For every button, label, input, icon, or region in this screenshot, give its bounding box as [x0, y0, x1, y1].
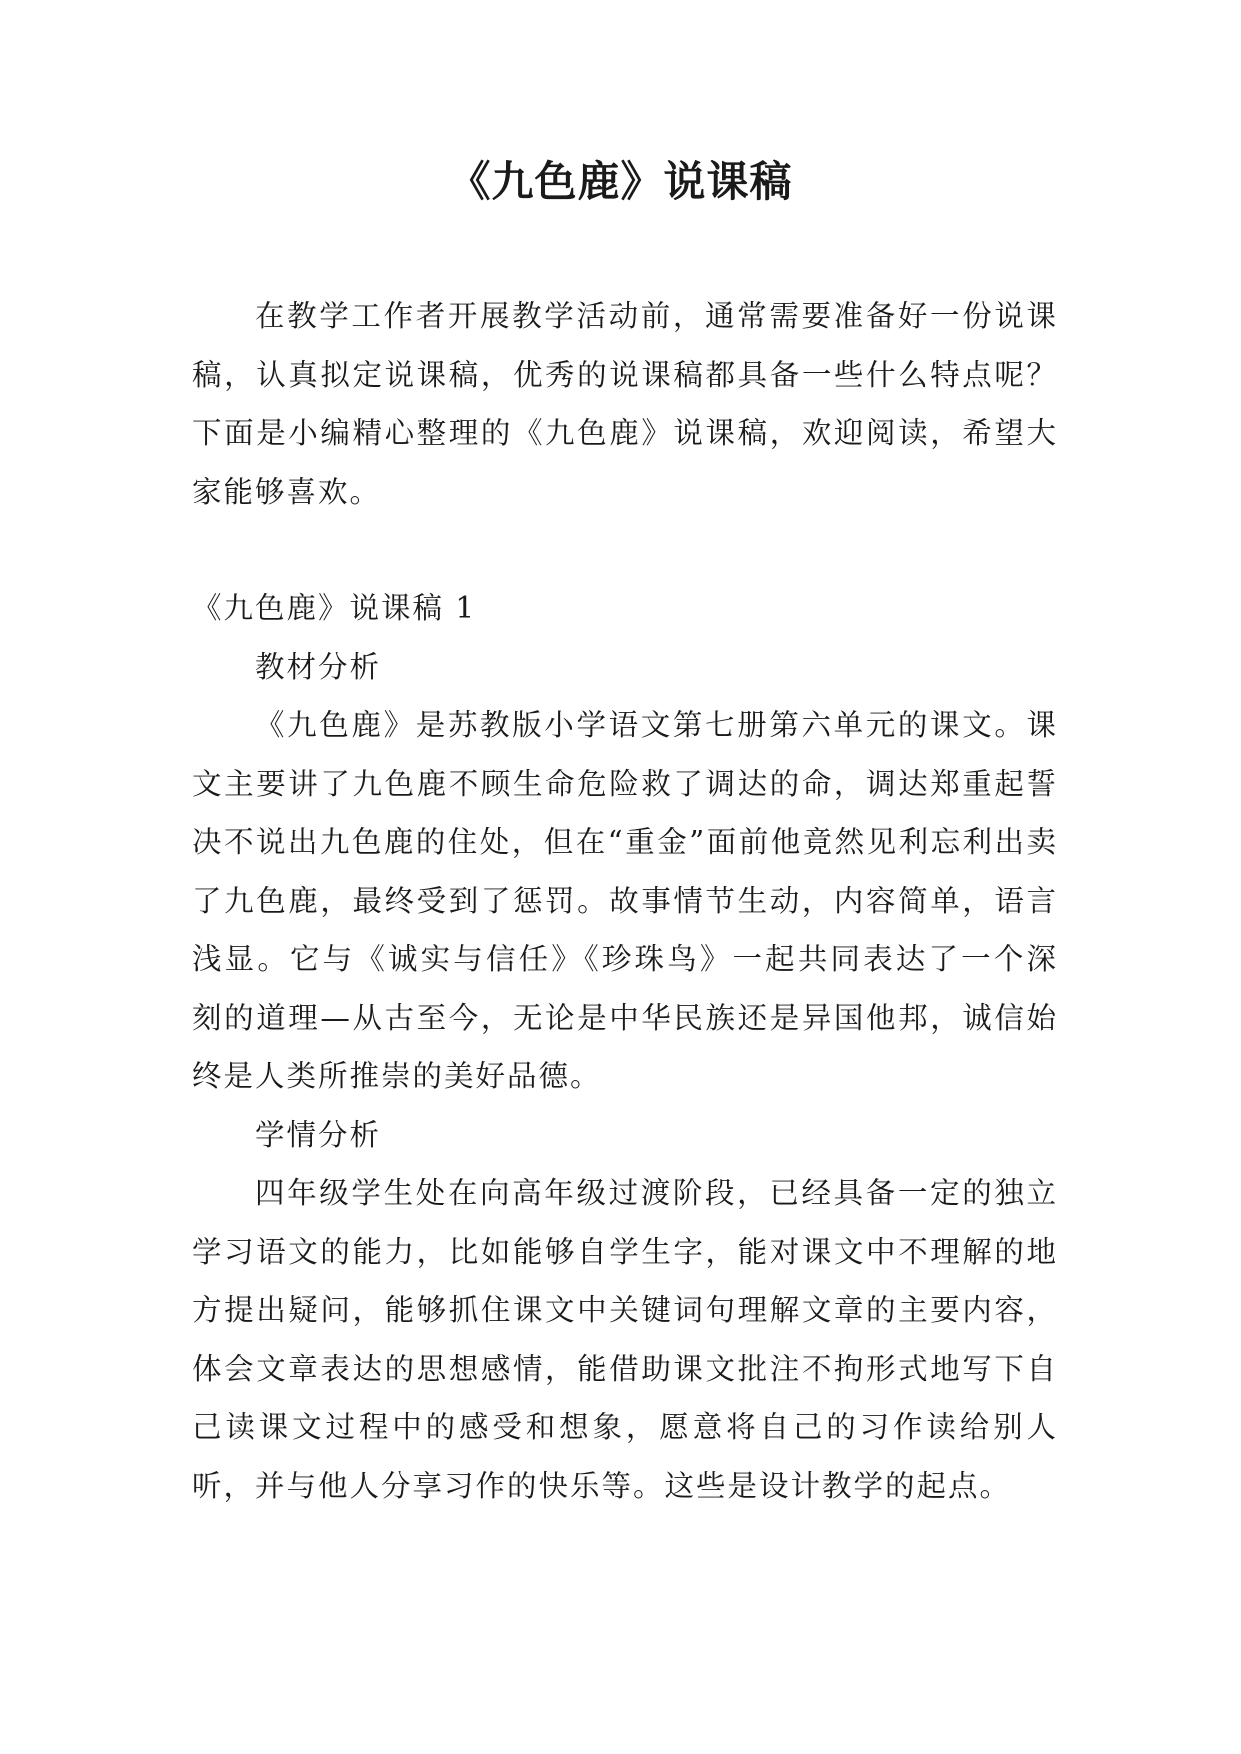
heading-learner-analysis: 学情分析: [255, 1117, 382, 1152]
document-title: 《九色鹿》说课稿: [448, 157, 793, 206]
section-title: 《九色鹿》说课稿 1: [192, 591, 477, 625]
heading-textbook-analysis: 教材分析: [255, 649, 382, 684]
intro-paragraph: 在教学工作者开展教学活动前，通常需要准备好一份说课稿，认真拟定说课稿，优秀的说课稿都具备一些什么特点呢？下面是小编精心整理的《九色鹿》说课稿，欢迎阅读，希望大家能够喜欢。: [192, 299, 1058, 509]
document-body: [192, 287, 1058, 1515]
paragraph-spacer: [192, 521, 1058, 579]
textbook-analysis-paragraph: 《九色鹿》是苏教版小学语文第七册第六单元的课文。课文主要讲了九色鹿不顾生命危险救了调达的命，调达郑重起誓决不说出九色鹿的住处，但在“重金”面前他竟然见利忘利出卖了九色鹿，最终受到了惩罚。故事情节生动，内容简单，语言浅显。它与《诚实与信任》《珍珠鸟》一起共同表达了一个深刻的道理—从古至今，无论是中华民族还是异国他邦，诚信始终是人类所推崇的美好品德。: [192, 708, 1058, 1093]
learner-analysis-paragraph: 四年级学生处在向高年级过渡阶段，已经具备一定的独立学习语文的能力，比如能够自学生字，能对课文中不理解的地方提出疑问，能够抓住课文中关键词句理解文章的主要内容，体会文章表达的思想感情，能借助课文批注不拘形式地写下自己读课文过程中的感受和想象，愿意将自己的习作读给别人听，并与他人分享习作的快乐等。这些是设计教学的起点。: [192, 1176, 1058, 1503]
